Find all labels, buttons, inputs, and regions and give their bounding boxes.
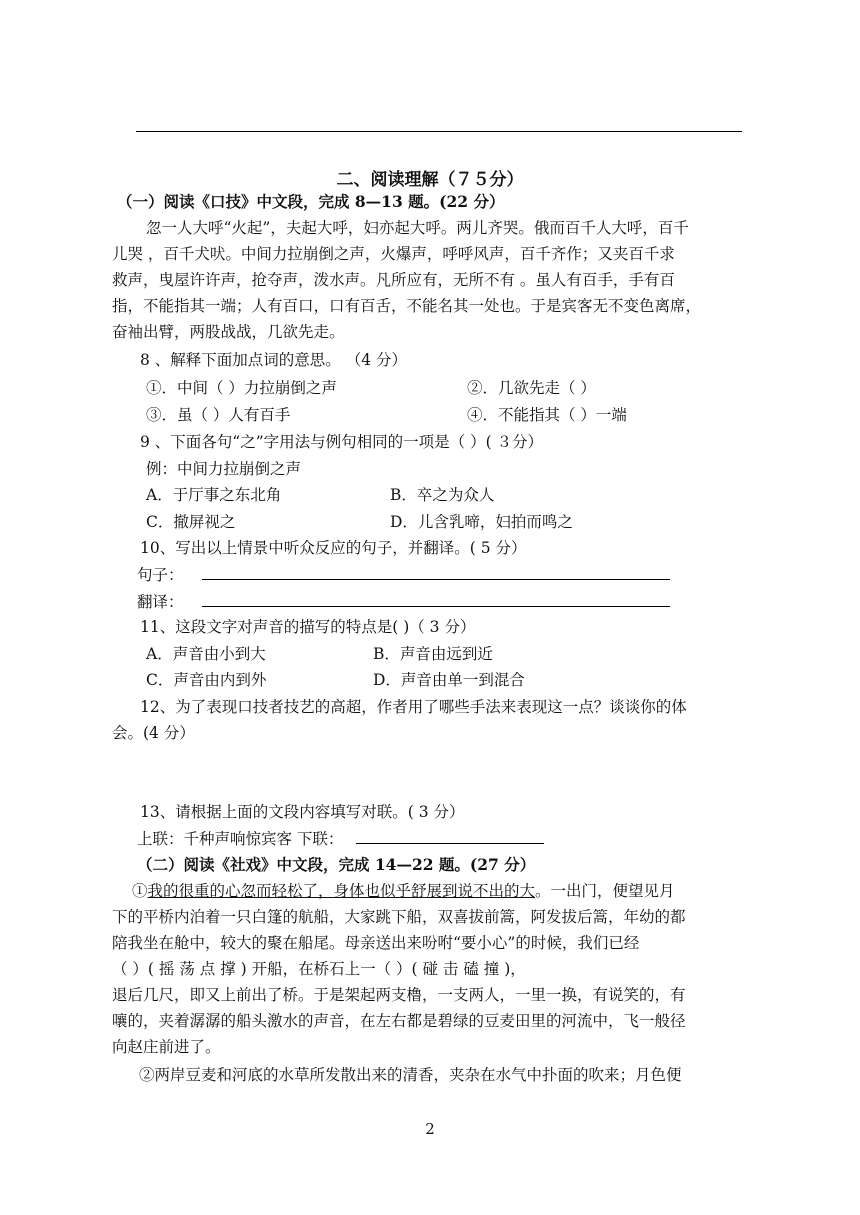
q8-item-a: ①．中间（ ）力拉崩倒之声 <box>146 379 337 397</box>
q12-line-2: 会。(4 分） <box>112 724 195 742</box>
header-rule <box>136 131 742 132</box>
q13-couplet-upper: 上联：千种声响惊宾客 下联： <box>137 830 344 848</box>
q8-item-c: ③．虽（ ）人有百手 <box>146 406 291 424</box>
q9-stem: 9 、下面各句“之”字用法与例句相同的一项是（ ）( ３分） <box>140 433 544 451</box>
q10-translation-label: 翻译： <box>137 593 184 611</box>
q8-stem: 8 、解释下面加点词的意思。 （4 分） <box>140 351 408 369</box>
part1-heading: （一）阅读《口技》中文段，完成 8—13 题。(22 分） <box>117 192 505 211</box>
q10-translation-row <box>137 589 670 615</box>
passage1-line-3: 救声，曳屋许许声，抢夺声，泼水声。凡所应有，无所不有 。虽人有百手，手有百 <box>112 271 675 289</box>
q9-option-a: A．于厅事之东北角 <box>146 486 282 504</box>
part2-heading: （二）阅读《社戏》中文段，完成 14—22 题。(27 分） <box>137 855 536 874</box>
q9-option-b: B．卒之为众人 <box>390 486 495 504</box>
section-title: 二、阅读理解（７５分） <box>336 170 524 190</box>
passage1-line-1: 忽一人大呼“火起”，夫起大呼，妇亦起大呼。两儿齐哭。俄而百千人大呼，百千 <box>146 219 689 237</box>
passage2-line-6: 嚷的，夹着潺潺的船头激水的声音，在左右都是碧绿的豆麦田里的河流中，飞一般径 <box>112 1012 686 1030</box>
q11-option-a: A．声音由小到大 <box>146 645 266 663</box>
q12-line-1: 12、为了表现口技者技艺的高超，作者用了哪些手法来表现这一点？谈谈你的体 <box>140 698 687 716</box>
q10-sentence-answer-line[interactable] <box>202 565 670 580</box>
passage1-line-4: 指，不能指其一端；人有百口，口有百舌，不能名其一处也。于是宾客无不变色离席， <box>112 297 702 315</box>
q8-item-d: ④．不能指其（ ）一端 <box>467 406 627 424</box>
q10-translation-answer-line[interactable] <box>202 592 670 607</box>
q11-option-d: D．声音由单一到混合 <box>373 671 525 689</box>
passage2-line-8: ②两岸豆麦和河底的水草所发散出来的清香，夹杂在水气中扑面的吹来；月色便 <box>139 1066 682 1084</box>
passage2-line-1-rest: 。一出门，便望见月 <box>535 882 675 900</box>
passage1-line-5: 奋袖出臂，两股战战，几欲先走。 <box>112 323 345 341</box>
passage2-line-1 <box>132 878 675 904</box>
q10-sentence-row <box>137 562 670 588</box>
q13-stem: 13、请根据上面的文段内容填写对联。( 3 分） <box>140 803 465 821</box>
q8-item-b: ②．几欲先走（ ） <box>467 379 596 397</box>
q13-answer-line[interactable] <box>356 829 544 844</box>
passage2-line-4: （ ）( 摇 荡 点 撑 ) 开船，在桥石上一（ ）( 碰 击 磕 撞 )， <box>112 960 526 978</box>
page-number: 2 <box>425 1120 435 1138</box>
passage2-line-3: 陪我坐在舱中，较大的聚在船尾。母亲送出来吩咐“要小心”的时候，我们已经 <box>112 934 640 952</box>
passage1-line-2: 儿哭 ，百千犬吠。中间力拉崩倒之声，火爆声，呼呼风声，百千齐作；又夹百千求 <box>112 245 675 263</box>
passage2-line-5: 退后几尺，即又上前出了桥。于是架起两支橹，一支两人，一里一换，有说笑的，有 <box>112 986 686 1004</box>
q11-option-c: C．声音由内到外 <box>146 671 267 689</box>
q11-option-b: B．声音由远到近 <box>373 645 493 663</box>
q9-option-c: C．撤屏视之 <box>146 513 236 531</box>
paragraph-number-1: ① <box>132 882 148 900</box>
passage2-underlined-sentence: 我的很重的心忽而轻松了，身体也似乎舒展到说不出的大 <box>147 882 536 900</box>
q13-couplet-row <box>137 826 544 852</box>
q9-option-d: D．儿含乳啼，妇拍而鸣之 <box>390 513 573 531</box>
q10-sentence-label: 句子： <box>137 566 184 584</box>
q11-stem: 11、这段文字对声音的描写的特点是( )（ 3 分） <box>140 618 476 636</box>
passage2-line-7: 向赵庄前进了。 <box>112 1038 221 1056</box>
q10-stem: 10、写出以上情景中听众反应的句子，并翻译。( 5 分） <box>140 539 527 557</box>
passage2-line-2: 下的平桥内泊着一只白篷的航船，大家跳下船，双喜拔前篙，阿发拔后篙，年幼的都 <box>112 908 686 926</box>
q9-example: 例：中间力拉崩倒之声 <box>146 460 302 478</box>
